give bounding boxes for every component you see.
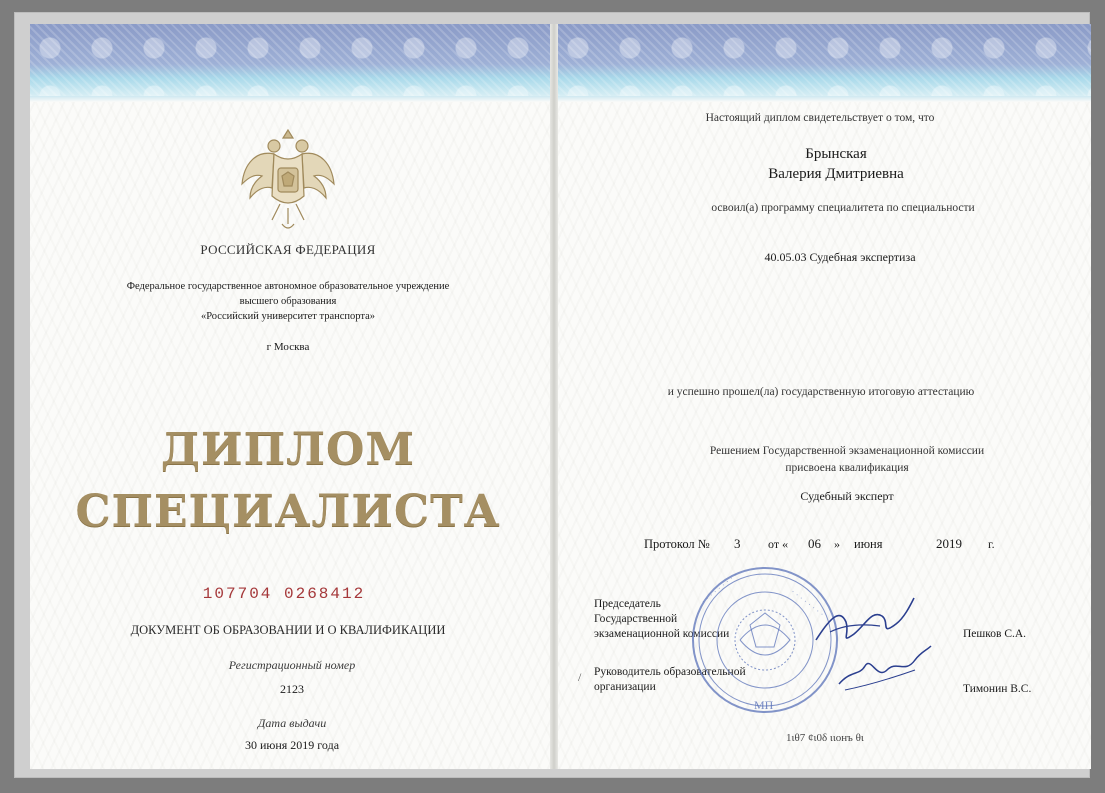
specialty: 40.05.03 Судебная экспертиза [764, 250, 916, 264]
protocol-from: от « [768, 537, 789, 551]
decorative-band [558, 24, 1091, 96]
exam-passed-text: и успешно прошел(ла) государственную итоговую аттестацию [667, 386, 975, 398]
serial-number: 107704 0268412 [202, 585, 366, 603]
chair-line-1: Председатель [594, 598, 661, 610]
chair-line-3: экзаменационной комиссии [594, 628, 730, 640]
city: г Москва [266, 341, 310, 353]
bottom-note: 1ιθ7 ¢ι0δ ιιοнъ θι [786, 732, 864, 744]
issue-date-label: Дата выдачи [257, 716, 327, 730]
institution-line-2: высшего образования [239, 296, 337, 307]
protocol-close-quote: » [834, 537, 840, 551]
reg-number: 2123 [280, 682, 304, 696]
protocol-year-suffix: г. [988, 537, 995, 551]
signature [835, 640, 935, 700]
reg-number-label: Регистрационный номер [228, 658, 356, 672]
head-name: Тимонин В.С. [963, 683, 1032, 695]
svg-text:· · · · · · · ·: · · · · · · · · [788, 586, 827, 620]
stamp-mark: МП [754, 698, 774, 712]
decorative-band [30, 24, 550, 96]
graduate-name: Валерия Дмитриевна [768, 166, 904, 182]
protocol-day: 06 [808, 536, 821, 551]
institution-line-1: Федеральное государственное автономное образовательное учреждение [126, 281, 450, 292]
protocol-label: Протокол № [644, 537, 710, 551]
diploma-left-page [30, 24, 550, 769]
protocol-month: июня [854, 537, 883, 551]
decision-line-2: присвоена квалификация [785, 462, 909, 474]
issue-date: 30 июня 2019 года [244, 738, 340, 752]
margin-mark: / [578, 670, 582, 684]
head-line-2: организации [594, 681, 656, 693]
protocol-number: 3 [734, 536, 741, 551]
intro-text: Настоящий диплом свидетельствует о том, что [705, 112, 935, 124]
svg-text:· · · · · · · · ·: · · · · · · · · · [698, 569, 740, 607]
qualification: Судебный эксперт [800, 489, 894, 503]
document-type: ДОКУМЕНТ ОБ ОБРАЗОВАНИИ И О КВАЛИФИКАЦИИ [130, 623, 446, 637]
coat-of-arms-icon [236, 124, 340, 242]
spine-fold [550, 24, 558, 769]
protocol-year: 2019 [936, 536, 962, 551]
diploma-title-line-2: СПЕЦИАЛИСТА [75, 486, 501, 537]
decorative-band-edge [558, 96, 1091, 102]
chair-name: Пешков С.А. [963, 628, 1027, 640]
head-line-1: Руководитель образовательной [594, 666, 746, 678]
diploma-title-line-1: ДИПЛОМ [160, 424, 416, 475]
institution-line-3: «Российский университет транспорта» [200, 311, 376, 322]
country-name: РОССИЙСКАЯ ФЕДЕРАЦИЯ [200, 242, 376, 257]
decision-line-1: Решением Государственной экзаменационной комиссии [709, 445, 985, 457]
decorative-band-edge [30, 96, 550, 102]
chair-line-2: Государственной [594, 613, 678, 625]
graduate-surname: Брынская [805, 146, 867, 162]
program-intro: освоил(а) программу специалитета по специальности [711, 202, 975, 214]
